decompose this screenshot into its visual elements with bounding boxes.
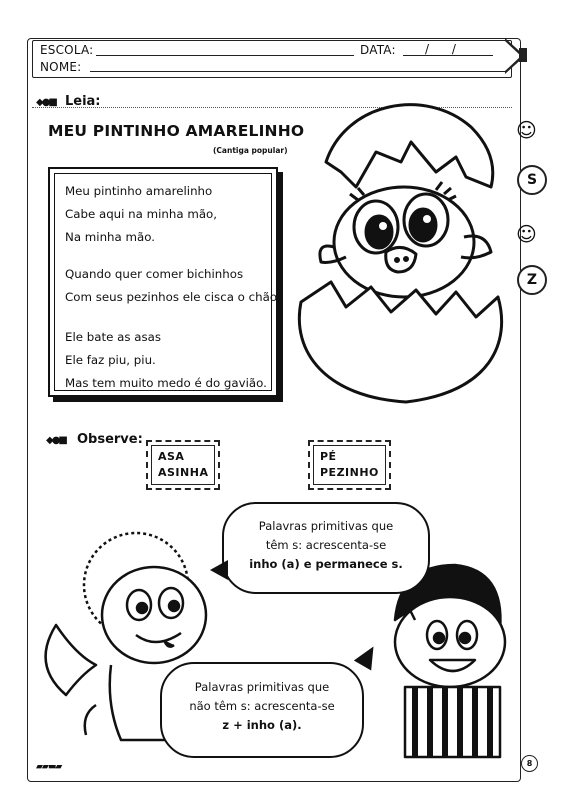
bubble-line: não têm s: acrescenta-se bbox=[189, 699, 335, 713]
poem-inner-border bbox=[54, 173, 281, 391]
speech-bubble-top bbox=[222, 502, 430, 594]
bullet-icon: ◆●■ bbox=[36, 97, 56, 108]
school-label: ESCOLA: bbox=[40, 43, 94, 57]
page-number: 8 bbox=[521, 755, 538, 772]
bubble-line: têm s: acrescenta-se bbox=[265, 538, 387, 552]
poem-line: Ele bate as asas bbox=[65, 330, 161, 344]
bubble-tail bbox=[210, 560, 228, 580]
bubble-line: inho (a) e permanece s. bbox=[249, 557, 403, 571]
example-word: PÉ bbox=[320, 450, 337, 463]
bubble-text bbox=[224, 504, 428, 574]
observe-section-heading bbox=[46, 428, 143, 447]
poem-line: Ele faz piu, piu. bbox=[65, 353, 156, 367]
child-face-icon: ☺ bbox=[516, 222, 537, 246]
footer-decoration-icon: ▰▰▬▰ bbox=[36, 762, 62, 772]
observe-label: Observe: bbox=[76, 432, 143, 447]
poem-line: Com seus pezinhos ele cisca o chão. bbox=[65, 290, 281, 304]
example-derived-word: ASINHA bbox=[158, 466, 209, 479]
pencil-lead bbox=[519, 48, 527, 62]
read-label: Leia: bbox=[64, 94, 101, 109]
poem-title: MEU PINTINHO AMARELINHO bbox=[48, 122, 305, 140]
poem-box bbox=[48, 167, 281, 397]
example-stamp-left bbox=[146, 440, 220, 490]
bubble-text bbox=[162, 664, 362, 735]
poem-subtitle: (Cantiga popular) bbox=[213, 146, 288, 155]
chick-in-egg-illustration bbox=[286, 92, 518, 407]
bubble-line: Palavras primitivas que bbox=[258, 519, 394, 533]
poem-line: Meu pintinho amarelinho bbox=[65, 184, 213, 198]
example-card bbox=[313, 445, 386, 485]
bubble-line: z + inho (a). bbox=[222, 718, 302, 732]
school-field[interactable] bbox=[96, 55, 354, 56]
example-derived-word: PEZINHO bbox=[320, 466, 379, 479]
poem-line: Cabe aqui na minha mão, bbox=[65, 207, 218, 221]
speech-bubble-bottom bbox=[160, 662, 364, 758]
date-label: DATA: bbox=[360, 43, 396, 57]
name-field[interactable] bbox=[90, 71, 505, 72]
name-label: NOME: bbox=[40, 60, 82, 74]
letter-z-circle: Z bbox=[517, 265, 547, 295]
example-stamp-right bbox=[308, 440, 391, 490]
example-word: ASA bbox=[158, 450, 185, 463]
poem-line: Quando quer comer bichinhos bbox=[65, 267, 244, 281]
child-face-icon: ☺ bbox=[516, 118, 537, 142]
example-card bbox=[151, 445, 215, 485]
poem-line: Mas tem muito medo é do gavião. bbox=[65, 376, 267, 390]
poem-line: Na minha mão. bbox=[65, 230, 155, 244]
date-slashes: / / bbox=[425, 42, 456, 56]
letter-s-circle: S bbox=[517, 165, 547, 195]
bubble-line: Palavras primitivas que bbox=[194, 680, 330, 694]
bullet-icon: ◆●■ bbox=[46, 435, 66, 446]
